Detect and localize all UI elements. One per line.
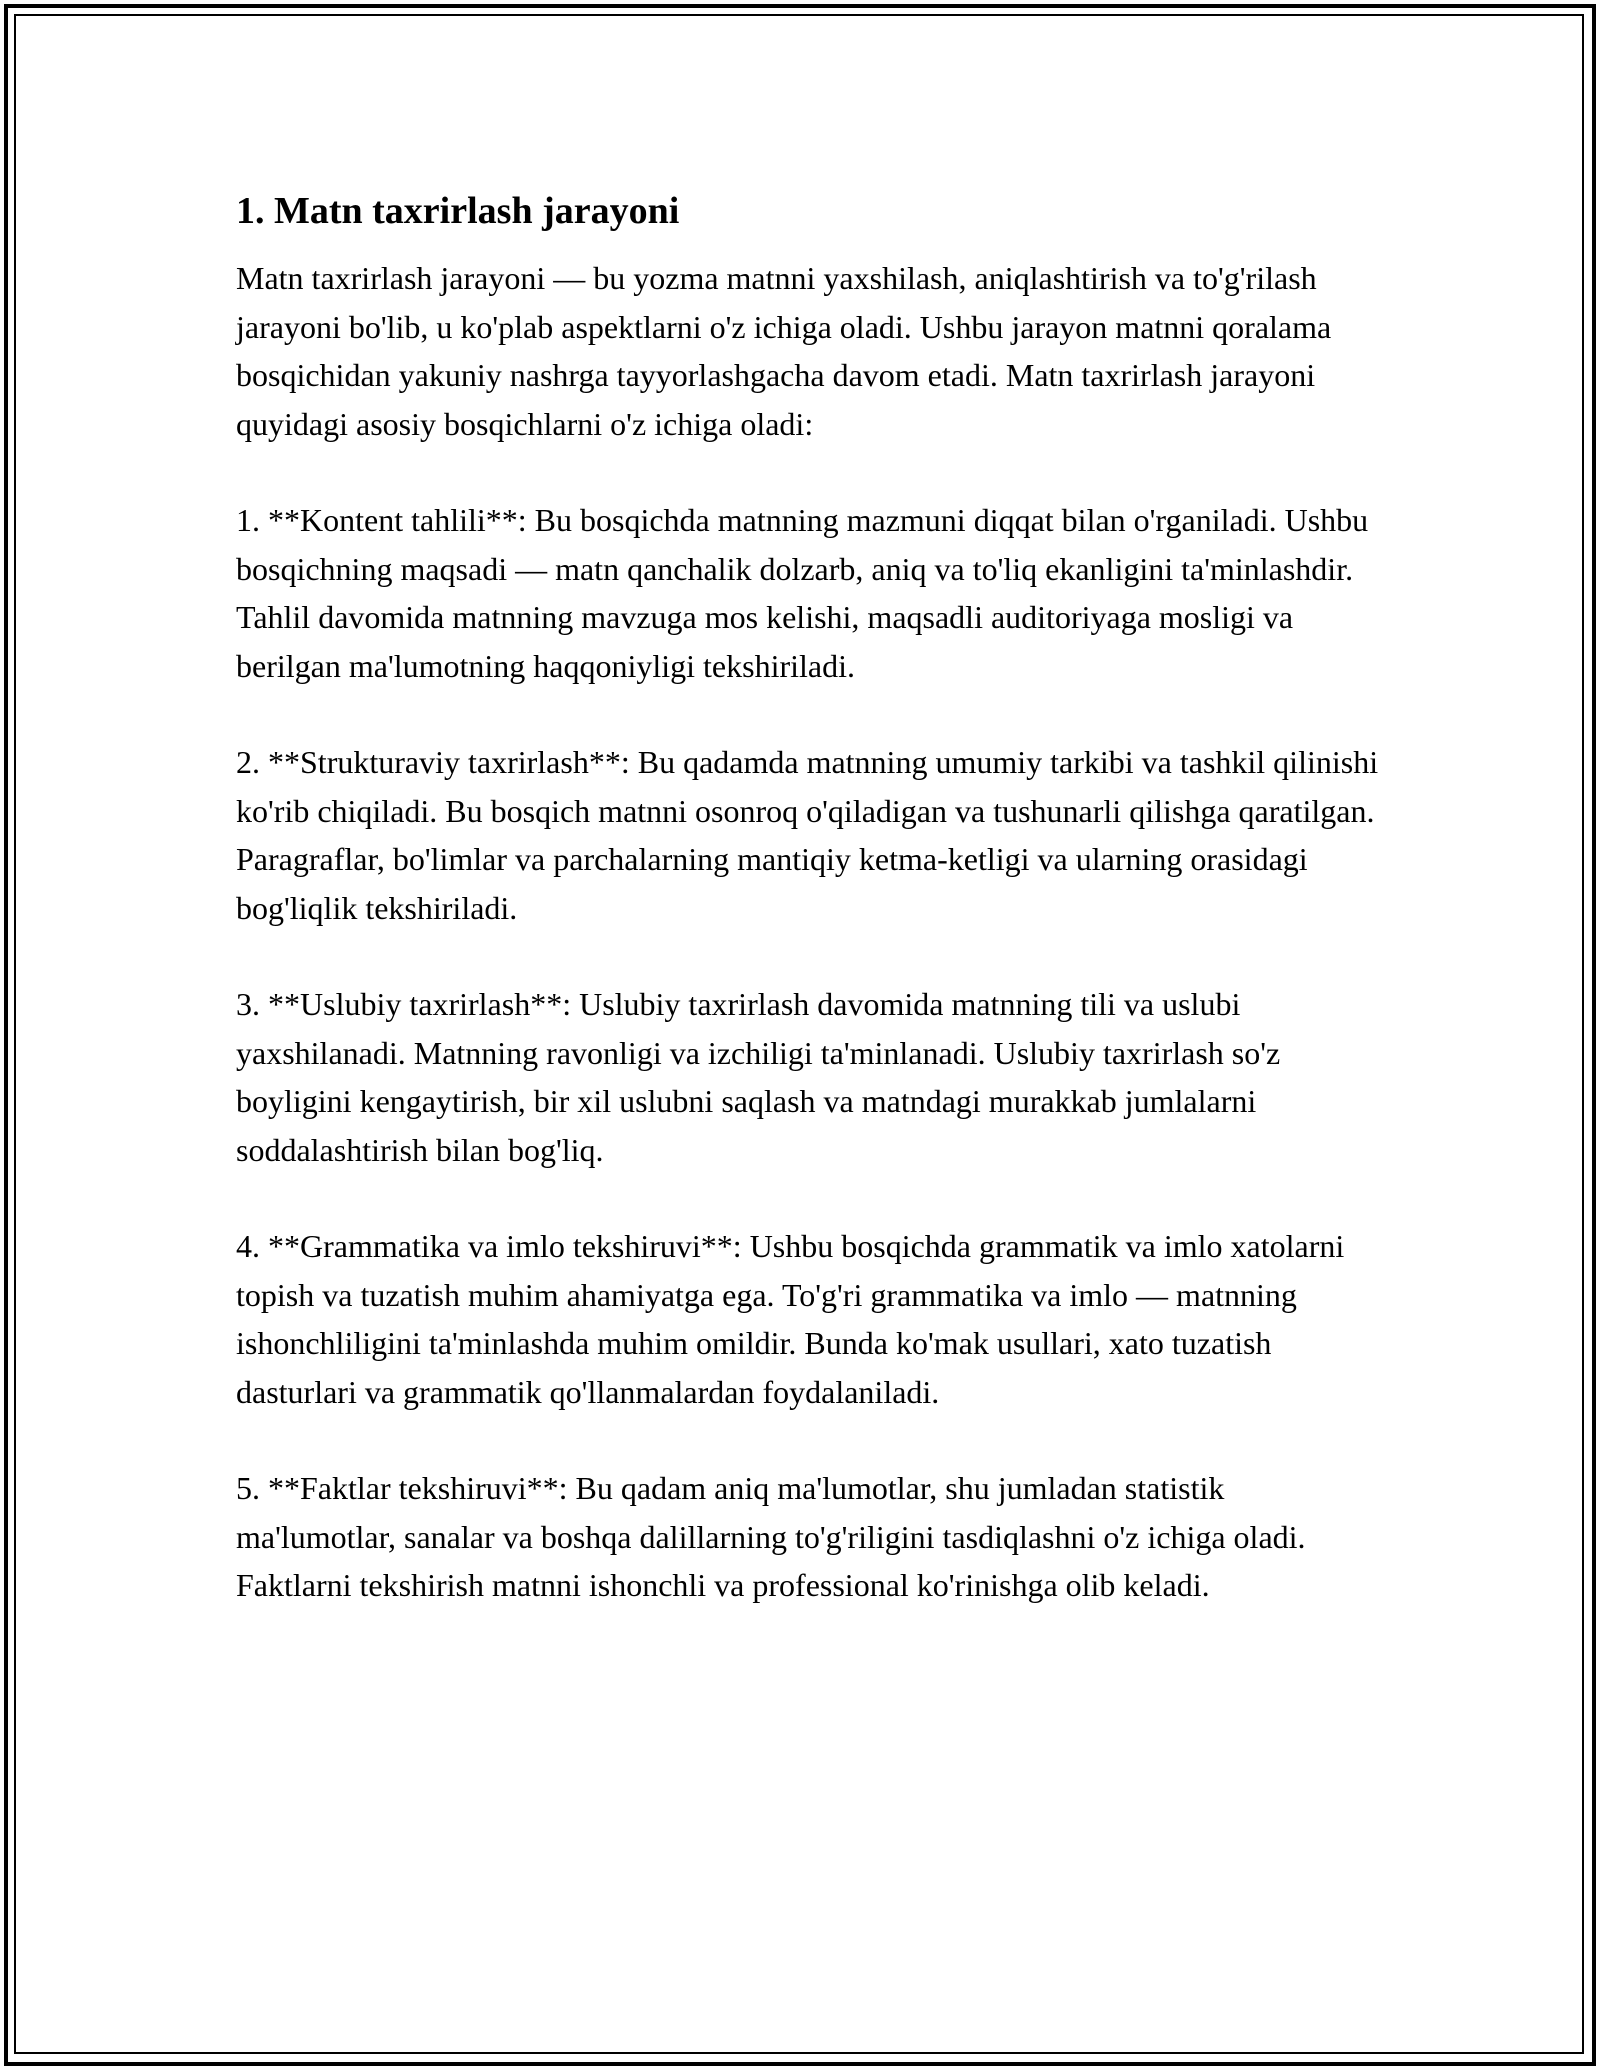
step-5-paragraph: 5. **Faktlar tekshiruvi**: Bu qadam aniq ma'lumotlar, shu jumladan statistik ma'lumotlar, sanalar va boshqa dalillarning to'g'riligini tasdiqlashni o'z ichiga oladi. Faktlarni tekshirish matnni ishonchli va professional ko'rinishga olib keladi. bbox=[236, 1470, 1306, 1603]
step-2-paragraph: 2. **Strukturaviy taxrirlash**: Bu qadamda matnning umumiy tarkibi va tashkil qilinishi ko'rib chiqiladi. Bu bosqich matnni osonroq o'qiladigan va tushunarli qilishga qaratilgan. Paragraflar, bo'limlar va parchalarning mantiqiy ketma-ketligi va ularning orasidagi bog'liqlik tekshiriladi. bbox=[236, 744, 1379, 926]
step-4-paragraph: 4. **Grammatika va imlo tekshiruvi**: Ushbu bosqichda grammatik va imlo xatolarni topish va tuzatish muhim ahamiyatga ega. To'g'ri grammatika va imlo — matnning ishonchliligini ta'minlashda muhim omildir. Bunda ko'mak usullari, xato tuzatish dasturlari va grammatik qo'llanmalardan foydalaniladi. bbox=[236, 1228, 1345, 1410]
step-3-paragraph: 3. **Uslubiy taxrirlash**: Uslubiy taxrirlash davomida matnning tili va uslubi yaxshilanadi. Matnning ravonligi va izchiligi ta'minlanadi. Uslubiy taxrirlash so'z boyligini kengaytirish, bir xil uslubni saqlash va matndagi murakkab jumlalarni soddalashtirish bilan bog'liq. bbox=[236, 986, 1281, 1168]
intro-paragraph: Matn taxrirlash jarayoni — bu yozma matnni yaxshilash, aniqlashtirish va to'g'rilash jarayoni bo'lib, u ko'plab aspektlarni o'z ichiga oladi. Ushbu jarayon matnni qoralama bosqichidan yakuniy nashrga tayyorlashgacha davom etadi. Matn taxrirlash jarayoni quyidagi asosiy bosqichlarni o'z ichiga oladi: bbox=[236, 260, 1332, 442]
document-body bbox=[236, 186, 1386, 1658]
section-heading: 1. Matn taxrirlash jarayoni bbox=[236, 190, 680, 232]
step-1-paragraph: 1. **Kontent tahlili**: Bu bosqichda matnning mazmuni diqqat bilan o'rganiladi. Ushbu bosqichning maqsadi — matn qanchalik dolzarb, aniq va to'liq ekanligini ta'minlashdir. Tahlil davomida matnning mavzuga mos kelishi, maqsadli auditoriyaga mosligi va berilgan ma'lumotning haqqoniyligi tekshiriladi. bbox=[236, 502, 1369, 684]
